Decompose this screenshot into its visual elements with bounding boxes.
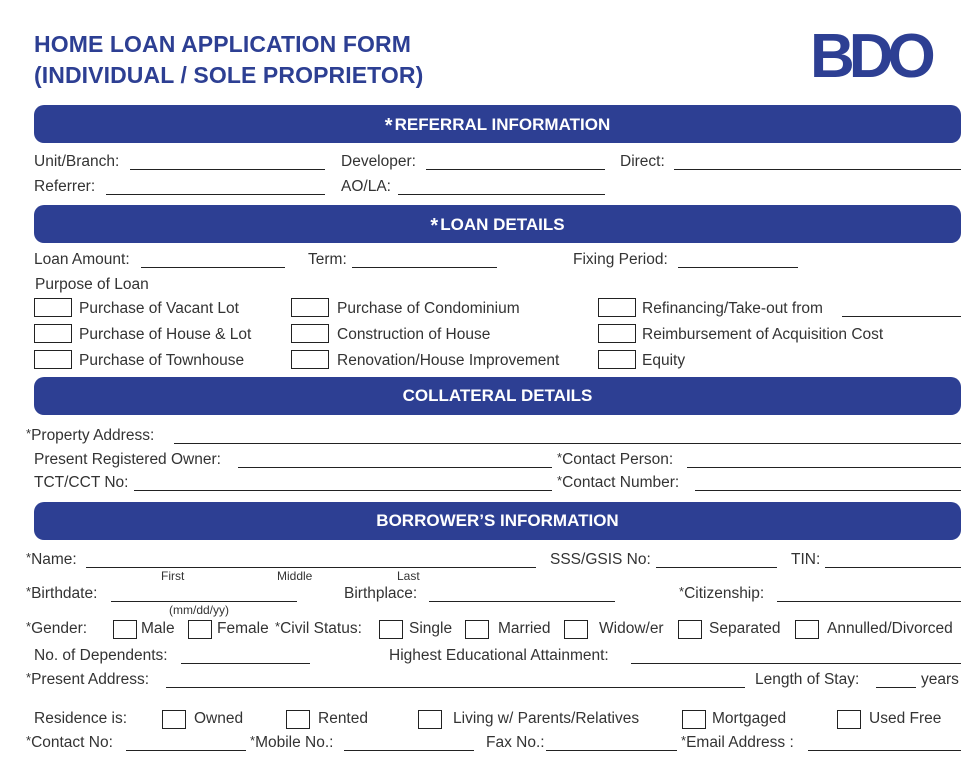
property-address-field[interactable] bbox=[174, 443, 961, 444]
present-address-field[interactable] bbox=[166, 687, 745, 688]
dependents-field[interactable] bbox=[181, 663, 310, 664]
annulled-label: Annulled/Divorced bbox=[827, 620, 953, 637]
purpose-label: Purpose of Loan bbox=[35, 276, 149, 293]
mobile-no-label: *Mobile No.: bbox=[250, 733, 334, 751]
male-checkbox[interactable] bbox=[113, 620, 137, 639]
education-field[interactable] bbox=[631, 663, 961, 664]
contact-person-field[interactable] bbox=[687, 467, 961, 468]
refinancing-label: Refinancing/Take-out from bbox=[642, 300, 823, 317]
direct-field[interactable] bbox=[674, 169, 961, 170]
length-of-stay-field[interactable] bbox=[876, 687, 916, 688]
renovation-label: Renovation/House Improvement bbox=[337, 352, 560, 369]
citizenship-label: *Citizenship: bbox=[679, 584, 765, 602]
unit-branch-field[interactable] bbox=[130, 169, 325, 170]
section-collateral bbox=[34, 377, 961, 415]
tct-cct-label: TCT/CCT No: bbox=[34, 474, 129, 491]
married-label: Married bbox=[498, 620, 551, 637]
separated-label: Separated bbox=[709, 620, 781, 637]
direct-label: Direct: bbox=[620, 153, 665, 170]
sss-gsis-field[interactable] bbox=[656, 567, 777, 568]
equity-label: Equity bbox=[642, 352, 686, 369]
contact-person-label: *Contact Person: bbox=[557, 450, 674, 468]
section-collateral-title: COLLATERAL DETAILS bbox=[402, 386, 593, 405]
birthdate-label: *Birthdate: bbox=[26, 584, 98, 602]
rented-checkbox[interactable] bbox=[286, 710, 310, 729]
mobile-no-field[interactable] bbox=[344, 750, 474, 751]
living-with-label: Living w/ Parents/Relatives bbox=[453, 710, 640, 727]
referrer-label: Referrer: bbox=[34, 178, 96, 195]
name-label: *Name: bbox=[26, 550, 77, 568]
widow-checkbox[interactable] bbox=[564, 620, 588, 639]
name-field[interactable] bbox=[86, 567, 536, 568]
renovation-checkbox[interactable] bbox=[291, 350, 329, 369]
tin-field[interactable] bbox=[825, 567, 961, 568]
reimbursement-label: Reimbursement of Acquisition Cost bbox=[642, 326, 884, 343]
owned-label: Owned bbox=[194, 710, 244, 727]
ao-la-label: AO/LA: bbox=[341, 178, 391, 195]
fixing-period-field[interactable] bbox=[678, 267, 798, 268]
section-referral-title: REFERRAL INFORMATION bbox=[394, 115, 611, 134]
fixing-period-label: Fixing Period: bbox=[573, 251, 668, 268]
widow-label: Widow/er bbox=[599, 620, 664, 637]
education-label: Highest Educational Attainment: bbox=[389, 647, 609, 664]
contact-number-field[interactable] bbox=[695, 490, 961, 491]
developer-label: Developer: bbox=[341, 153, 416, 170]
contact-no-field[interactable] bbox=[126, 750, 246, 751]
male-label: Male bbox=[141, 620, 175, 637]
referrer-field[interactable] bbox=[106, 194, 325, 195]
birthdate-field[interactable] bbox=[111, 601, 297, 602]
single-checkbox[interactable] bbox=[379, 620, 403, 639]
section-borrower bbox=[34, 502, 961, 540]
single-label: Single bbox=[409, 620, 453, 637]
female-label: Female bbox=[217, 620, 269, 637]
vacant-lot-checkbox[interactable] bbox=[34, 298, 72, 317]
last-name-caption: Last bbox=[397, 569, 420, 583]
form-title-line1: HOME LOAN APPLICATION FORM bbox=[34, 31, 411, 57]
section-referral: * REFERRAL INFORMATION bbox=[34, 105, 961, 143]
married-checkbox[interactable] bbox=[465, 620, 489, 639]
contact-number-label: *Contact Number: bbox=[557, 473, 680, 491]
birthplace-field[interactable] bbox=[429, 601, 615, 602]
refinancing-from-field[interactable] bbox=[842, 316, 961, 317]
registered-owner-field[interactable] bbox=[238, 467, 552, 468]
condominium-label: Purchase of Condominium bbox=[337, 300, 520, 317]
fax-no-field[interactable] bbox=[546, 750, 677, 751]
mortgaged-checkbox[interactable] bbox=[682, 710, 706, 729]
term-field[interactable] bbox=[352, 267, 497, 268]
owned-checkbox[interactable] bbox=[162, 710, 186, 729]
section-loan-title: LOAN DETAILS bbox=[440, 215, 565, 234]
section-borrower-title: BORROWER’S INFORMATION bbox=[376, 511, 619, 530]
contact-no-label: *Contact No: bbox=[26, 733, 113, 751]
vacant-lot-label: Purchase of Vacant Lot bbox=[79, 300, 239, 317]
loan-amount-label: Loan Amount: bbox=[34, 251, 130, 268]
construction-checkbox[interactable] bbox=[291, 324, 329, 343]
condominium-checkbox[interactable] bbox=[291, 298, 329, 317]
bdo-logo: BDO bbox=[810, 22, 930, 91]
registered-owner-label: Present Registered Owner: bbox=[34, 451, 221, 468]
loan-amount-field[interactable] bbox=[141, 267, 285, 268]
townhouse-checkbox[interactable] bbox=[34, 350, 72, 369]
property-address-label: *Property Address: bbox=[26, 426, 155, 444]
civil-status-label: *Civil Status: bbox=[275, 619, 362, 637]
fax-no-label: Fax No.: bbox=[486, 734, 545, 751]
years-label: years bbox=[921, 671, 959, 688]
present-address-label: *Present Address: bbox=[26, 670, 150, 688]
reimbursement-checkbox[interactable] bbox=[598, 324, 636, 343]
middle-name-caption: Middle bbox=[277, 569, 313, 583]
house-lot-checkbox[interactable] bbox=[34, 324, 72, 343]
developer-field[interactable] bbox=[426, 169, 605, 170]
gender-label: *Gender: bbox=[26, 619, 88, 637]
citizenship-field[interactable] bbox=[777, 601, 961, 602]
refinancing-checkbox[interactable] bbox=[598, 298, 636, 317]
form-title-line2: (INDIVIDUAL / SOLE PROPRIETOR) bbox=[34, 62, 424, 88]
sss-gsis-label: SSS/GSIS No: bbox=[550, 551, 651, 568]
tin-label: TIN: bbox=[791, 551, 821, 568]
date-format-caption: (mm/dd/yy) bbox=[169, 603, 229, 617]
equity-checkbox[interactable] bbox=[598, 350, 636, 369]
residence-label: Residence is: bbox=[34, 710, 128, 727]
townhouse-label: Purchase of Townhouse bbox=[79, 352, 245, 369]
living-with-checkbox[interactable] bbox=[418, 710, 442, 729]
rented-label: Rented bbox=[318, 710, 368, 727]
ao-la-field[interactable] bbox=[398, 194, 605, 195]
used-free-label: Used Free bbox=[869, 710, 942, 727]
construction-label: Construction of House bbox=[337, 326, 491, 343]
house-lot-label: Purchase of House & Lot bbox=[79, 326, 252, 343]
tct-cct-field[interactable] bbox=[134, 490, 552, 491]
first-name-caption: First bbox=[161, 569, 185, 583]
separated-checkbox[interactable] bbox=[678, 620, 702, 639]
birthplace-label: Birthplace: bbox=[344, 585, 418, 602]
used-free-checkbox[interactable] bbox=[837, 710, 861, 729]
mortgaged-label: Mortgaged bbox=[712, 710, 787, 727]
section-loan: * LOAN DETAILS bbox=[34, 205, 961, 243]
length-of-stay-label: Length of Stay: bbox=[755, 671, 860, 688]
dependents-label: No. of Dependents: bbox=[34, 647, 168, 664]
email-label: *Email Address : bbox=[681, 733, 794, 751]
unit-branch-label: Unit/Branch: bbox=[34, 153, 120, 170]
term-label: Term: bbox=[308, 251, 347, 268]
annulled-checkbox[interactable] bbox=[795, 620, 819, 639]
female-checkbox[interactable] bbox=[188, 620, 212, 639]
email-field[interactable] bbox=[808, 750, 961, 751]
